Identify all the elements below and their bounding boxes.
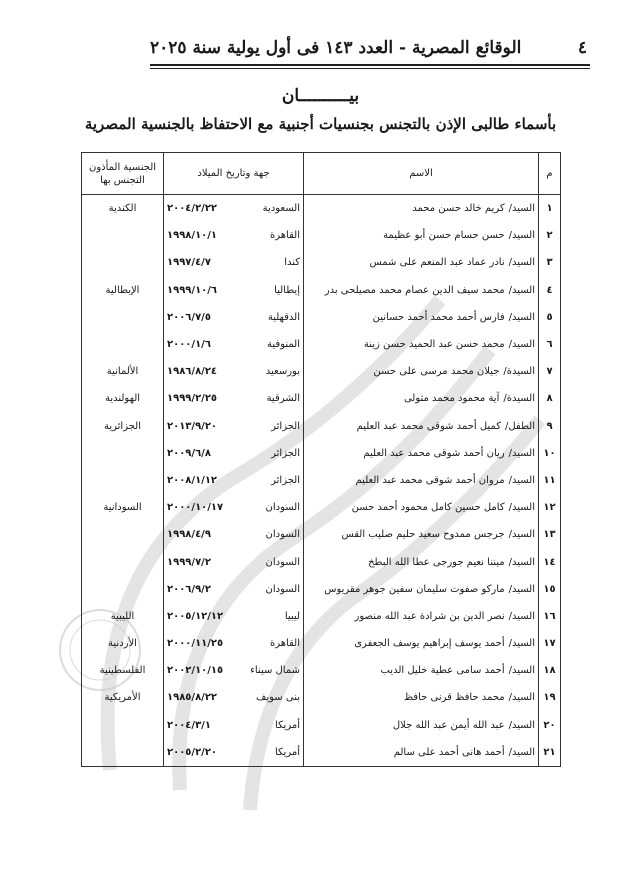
name-prefix: السيد/	[508, 583, 535, 595]
name-prefix: السيد/	[508, 502, 535, 514]
nationality-cell: الأمريكية	[82, 684, 164, 711]
applicant-name-cell	[304, 684, 539, 711]
header-rule-thin	[150, 68, 590, 69]
col-header-name: الاسم	[304, 153, 539, 195]
row-number: ١	[539, 195, 561, 223]
birth-date: ٢٠٠٥/٢/٢٠	[167, 746, 218, 758]
birth-place: أمريكا	[274, 719, 300, 731]
nationality-cell: الإيطالية	[82, 277, 164, 304]
row-number: ٩	[539, 413, 561, 440]
birth-cell	[164, 249, 304, 276]
nationality-cell: الألمانية	[82, 358, 164, 385]
name-prefix: السيد/	[508, 203, 535, 215]
birth-cell	[164, 467, 304, 494]
nationality-cell: الليبية	[82, 603, 164, 630]
table-header-row	[82, 153, 561, 195]
birth-date: ١٩٩٨/٤/٩	[167, 529, 211, 541]
applicant-name: فارس أحمد محمد أحمد حسانين	[372, 311, 505, 323]
nationality-cell: الكندية	[82, 195, 164, 223]
nationality-cell: الجزائرية	[82, 413, 164, 440]
row-number: ١٩	[539, 684, 561, 711]
table-row	[82, 195, 561, 223]
name-prefix: السيد/	[508, 474, 535, 486]
applicant-name-cell	[304, 277, 539, 304]
birth-cell	[164, 521, 304, 548]
table-row	[82, 603, 561, 630]
applicant-name-cell	[304, 249, 539, 276]
row-number: ١٤	[539, 548, 561, 575]
name-prefix: السيد/	[508, 610, 535, 622]
row-number: ٦	[539, 331, 561, 358]
applicant-name: أحمد سامى عطية خليل الديب	[380, 665, 505, 677]
applicant-name-cell	[304, 222, 539, 249]
applicant-name-cell	[304, 494, 539, 521]
row-number: ١٨	[539, 657, 561, 684]
birth-place: الجزائر	[271, 474, 300, 486]
birth-cell	[164, 413, 304, 440]
applicant-name: مروان أحمد شوقى محمد عبد العليم	[355, 474, 505, 486]
nationality-cell	[82, 222, 164, 249]
page-header	[150, 34, 587, 62]
applicant-name-cell	[304, 440, 539, 467]
applicant-name: محمد حافظ قرنى حافظ	[403, 692, 505, 704]
row-number: ٣	[539, 249, 561, 276]
nationality-cell	[82, 739, 164, 767]
birth-cell	[164, 195, 304, 223]
row-number: ٢	[539, 222, 561, 249]
birth-date: ٢٠٠٢/١٠/١٥	[167, 665, 224, 677]
applicant-name-cell	[304, 413, 539, 440]
birth-place: كندا	[284, 257, 300, 269]
applicant-name-cell	[304, 385, 539, 412]
table-row	[82, 739, 561, 767]
birth-cell	[164, 304, 304, 331]
table-row	[82, 358, 561, 385]
table-row	[82, 684, 561, 711]
applicant-name: كريم خالد حسن محمد	[412, 203, 505, 215]
table-row	[82, 249, 561, 276]
applicant-name-cell	[304, 576, 539, 603]
birth-cell	[164, 630, 304, 657]
nationality-cell: الهولندية	[82, 385, 164, 412]
name-prefix: السيد/	[508, 529, 535, 541]
applicant-name-cell	[304, 712, 539, 739]
birth-date: ١٩٨٥/٨/٢٢	[167, 692, 218, 704]
birth-place: القاهرة	[270, 230, 300, 242]
row-number: ١٢	[539, 494, 561, 521]
statement-title: بيــــــــــان	[281, 86, 360, 106]
applicant-name: جرجس ممدوح سعيد حليم صليب القس	[341, 529, 505, 541]
row-number: ١٥	[539, 576, 561, 603]
col-header-birth: جهة وتاريخ الميلاد	[164, 153, 304, 195]
applicant-name: ميننا نعيم جورجى عطا الله البطخ	[368, 556, 505, 568]
birth-place: السعودية	[262, 203, 300, 215]
name-prefix: السيد/	[508, 257, 535, 269]
birth-date: ١٩٨٦/٨/٢٤	[167, 366, 218, 378]
birth-date: ٢٠٠٦/٧/٥	[167, 311, 211, 323]
applicant-name-cell	[304, 195, 539, 223]
birth-cell	[164, 277, 304, 304]
applicant-name-cell	[304, 657, 539, 684]
row-number: ٥	[539, 304, 561, 331]
nationality-cell	[82, 467, 164, 494]
birth-cell	[164, 684, 304, 711]
birth-date: ١٩٩٧/٤/٧	[167, 257, 211, 269]
table-row	[82, 521, 561, 548]
birth-place: السودان	[265, 583, 300, 595]
birth-date: ٢٠٠٥/١٢/١٢	[167, 610, 224, 622]
birth-date: ٢٠٠٦/٩/٢	[167, 583, 211, 595]
page-number: ٤	[577, 38, 587, 58]
row-number: ١١	[539, 467, 561, 494]
applicant-name: ماركو صفوت سليمان سفين جوهر مقريوس	[324, 583, 505, 595]
table-row	[82, 467, 561, 494]
row-number: ١٦	[539, 603, 561, 630]
birth-date: ١٩٩٨/١٠/١	[167, 230, 218, 242]
applicant-name: ريان أحمد شوقى محمد عبد العليم	[363, 447, 505, 459]
birth-cell	[164, 440, 304, 467]
name-prefix: السيد/	[508, 556, 535, 568]
nationality-cell: الفلسطينية	[82, 657, 164, 684]
table-row	[82, 712, 561, 739]
name-prefix: الطفل/	[504, 420, 535, 432]
table-row	[82, 576, 561, 603]
row-number: ٤	[539, 277, 561, 304]
birth-date: ٢٠٠٤/٢/٢٢	[167, 203, 218, 215]
nationality-cell	[82, 304, 164, 331]
table-row	[82, 657, 561, 684]
birth-date: ٢٠٠٠/١/٦	[167, 339, 211, 351]
birth-place: السودان	[265, 529, 300, 541]
name-prefix: السيد/	[508, 230, 535, 242]
nationality-cell: السودانية	[82, 494, 164, 521]
nationality-cell	[82, 331, 164, 358]
table-row	[82, 440, 561, 467]
applicant-name: نادر عماد عبد المنعم على شمس	[369, 257, 505, 269]
nationality-cell	[82, 712, 164, 739]
applicant-name-cell	[304, 548, 539, 575]
nationality-cell	[82, 440, 164, 467]
row-number: ١٧	[539, 630, 561, 657]
table-row	[82, 331, 561, 358]
name-prefix: السيد/	[508, 719, 535, 731]
birth-cell	[164, 494, 304, 521]
birth-place: ليبيا	[284, 610, 300, 622]
birth-date: ٢٠١٣/٩/٢٠	[167, 420, 218, 432]
applicant-name-cell	[304, 331, 539, 358]
birth-place: القاهرة	[270, 638, 300, 650]
birth-place: السودان	[265, 556, 300, 568]
table-row	[82, 385, 561, 412]
table-row	[82, 277, 561, 304]
row-number: ٨	[539, 385, 561, 412]
birth-place: الجزائر	[271, 447, 300, 459]
name-prefix: السيد/	[508, 284, 535, 296]
applicant-name-cell	[304, 603, 539, 630]
birth-place: إيطاليا	[274, 284, 300, 296]
table-row	[82, 548, 561, 575]
applicant-name: حسن حسام حسن أبو عظيمة	[383, 230, 505, 242]
name-prefix: السيد/	[508, 638, 535, 650]
name-prefix: السيد/	[508, 665, 535, 677]
birth-cell	[164, 548, 304, 575]
row-number: ٧	[539, 358, 561, 385]
applicant-name: أحمد هانى أحمد على سالم	[393, 746, 505, 758]
name-prefix: السيد/	[508, 746, 535, 758]
birth-cell	[164, 385, 304, 412]
birth-cell	[164, 657, 304, 684]
statement-subtitle: بأسماء طالبى الإذن بالتجنس بجنسيات أجنبية مع الاحتفاظ بالجنسية المصرية	[84, 115, 557, 133]
birth-cell	[164, 576, 304, 603]
applicant-name: كامل حسين كامل محمود أحمد حسن	[351, 502, 505, 514]
col-header-nationality: الجنسية المأذون التجنس بها	[82, 153, 164, 195]
birth-date: ١٩٩٩/١٠/٦	[167, 284, 218, 296]
birth-place: أمريكا	[274, 746, 300, 758]
applicant-name-cell	[304, 739, 539, 767]
nationality-cell: الأردنية	[82, 630, 164, 657]
birth-cell	[164, 222, 304, 249]
applicant-name-cell	[304, 521, 539, 548]
applicant-name: آية محمود محمد متولى	[403, 393, 500, 405]
applicant-name: جيلان محمد مرسى على حسن	[373, 366, 500, 378]
birth-cell	[164, 603, 304, 630]
applicant-name: نصر الدين بن شرادة عبد الله منصور	[354, 610, 505, 622]
birth-date: ٢٠٠٩/٦/٨	[167, 447, 211, 459]
applicant-name: عبد الله أيمن عبد الله جلال	[392, 719, 505, 731]
applicant-name: محمد حسن عبد الحميد حسن زينة	[363, 339, 505, 351]
nationality-cell	[82, 249, 164, 276]
birth-date: ١٩٩٩/٧/٢	[167, 556, 211, 568]
nationality-cell	[82, 521, 164, 548]
gazette-issue-line: الوقائع المصرية - العدد ١٤٣ فى أول يولية سنة ٢٠٢٥	[150, 38, 522, 58]
table-row	[82, 222, 561, 249]
col-header-num: م	[539, 153, 561, 195]
birth-place: شمال سيناء	[250, 665, 300, 677]
name-prefix: السيد/	[508, 692, 535, 704]
applicant-name-cell	[304, 630, 539, 657]
row-number: ٢١	[539, 739, 561, 767]
birth-cell	[164, 712, 304, 739]
row-number: ٢٠	[539, 712, 561, 739]
birth-place: الجزائر	[271, 420, 300, 432]
birth-place: بورسعيد	[265, 366, 300, 378]
table-row	[82, 630, 561, 657]
birth-date: ٢٠٠٤/٣/١	[167, 719, 211, 731]
table-row	[82, 413, 561, 440]
birth-cell	[164, 358, 304, 385]
birth-place: السودان	[265, 502, 300, 514]
nationality-cell	[82, 548, 164, 575]
birth-cell	[164, 739, 304, 767]
row-number: ١٠	[539, 440, 561, 467]
table-row	[82, 304, 561, 331]
header-rule	[150, 64, 590, 66]
applicant-name-cell	[304, 304, 539, 331]
birth-date: ٢٠٠٠/١٠/١٧	[167, 502, 224, 514]
name-prefix: السيد/	[508, 311, 535, 323]
birth-place: الشرقية	[266, 393, 300, 405]
applicant-name: أحمد يوسف إبراهيم يوسف الجعفرى	[354, 638, 505, 650]
name-prefix: السيد/	[508, 339, 535, 351]
nationality-cell	[82, 576, 164, 603]
table-row	[82, 494, 561, 521]
applicants-table	[81, 152, 561, 767]
name-prefix: السيدة/	[503, 366, 535, 378]
name-prefix: السيدة/	[503, 393, 535, 405]
name-prefix: السيد/	[508, 447, 535, 459]
birth-place: المنوفية	[267, 339, 300, 351]
birth-place: بنى سويف	[256, 692, 300, 704]
birth-date: ٢٠٠٨/١/١٢	[167, 474, 218, 486]
birth-cell	[164, 331, 304, 358]
applicant-name: محمد سيف الدين عصام محمد مصيلحى بدر	[324, 284, 505, 296]
birth-place: الدقهلية	[267, 311, 300, 323]
applicant-name-cell	[304, 467, 539, 494]
birth-date: ١٩٩٩/٢/٢٥	[167, 393, 218, 405]
applicant-name-cell	[304, 358, 539, 385]
row-number: ١٣	[539, 521, 561, 548]
birth-date: ٢٠٠٠/١١/٢٥	[167, 638, 224, 650]
applicant-name: كميل أحمد شوقى محمد عبد العليم	[356, 420, 501, 432]
